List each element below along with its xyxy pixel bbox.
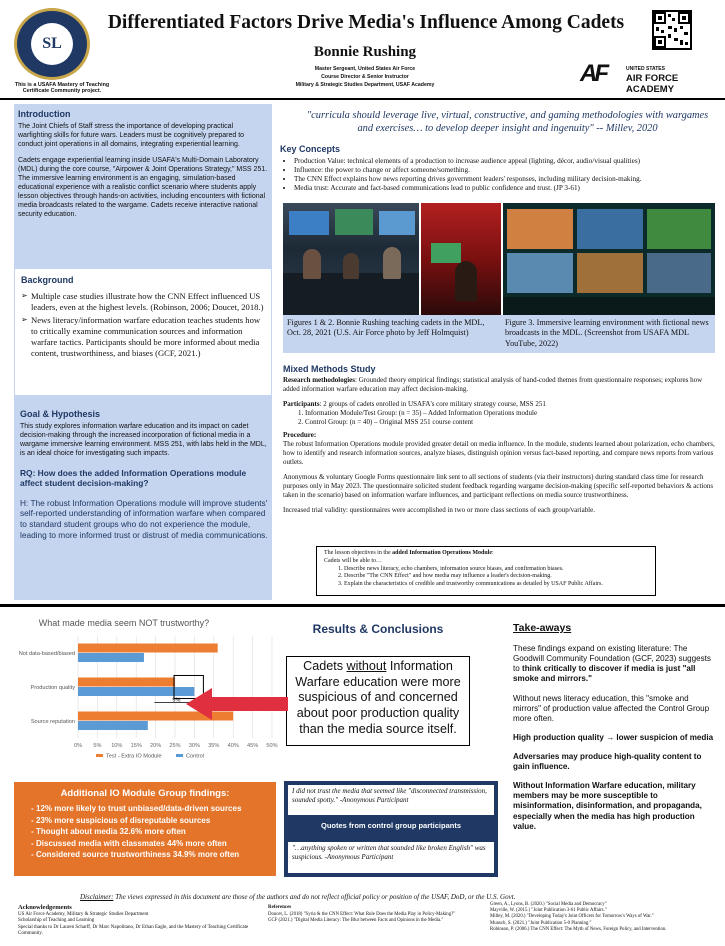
chart-category-label: Not data-based/biased — [18, 651, 75, 657]
ref-item: Milley, M. (2020.) "Developing Today's Joint Officers for Tomorrow's Ways of War." — [490, 914, 654, 920]
ack-item: Special thanks to Dr Lauren Scharff, Dr Marc Napolitano, Dr Ethan Eagle, and the Mastery of Teaching Certificate Community. — [18, 924, 249, 936]
chart-bar — [78, 687, 194, 696]
seal-letters: SL — [31, 23, 73, 65]
ref-heading: References — [268, 905, 292, 910]
objectives-lead: Cadets will be able to… — [324, 557, 382, 564]
chart-tick-label: 20% — [149, 743, 162, 749]
participants-text: : 2 groups of cadets enrolled in USAFA's core military strategy course, MSS 251 — [319, 399, 546, 408]
quote-2: "…anything spoken or written that sounded like broken English" was suspicious. -Anonymous Participant — [288, 842, 494, 873]
chart-legend-swatch — [176, 754, 183, 757]
goal-text: This study explores information warfare education and its impact on cadet decision-making through the increased incorporation of fictional media in a wargame immersive learning environment. MSS 251, with labs held in the MDL, is an ideal choice for investigating such impacts. — [20, 423, 267, 457]
objective-item: 3. Explain the characteristics of credible and trustworthy communications as detailed by USAF Public Affairs. — [344, 581, 648, 589]
concept-item: • Media trust: Accurate and fact-based communications lead to public confidence and trust. (JP 3-61) — [294, 184, 720, 193]
key-concepts-heading: Key Concepts — [280, 144, 341, 154]
io-finding: - Thought about media 32.6% more often — [36, 826, 266, 838]
takeaways-section — [513, 622, 715, 832]
io-findings-box — [14, 782, 276, 876]
group-item: 2. Control Group: (n = 40) – Original MSS 251 course content — [305, 418, 715, 427]
callout-box — [286, 656, 470, 746]
background-item: ➢ News literacy/information warfare education teaches students how to critically examine communication sources and information warfare tactics. Participants should be more informed about media content, trustworthiness, and biases (GCF, 2021.) — [31, 315, 265, 358]
photo-figure-1 — [283, 203, 419, 315]
group-item: 1. Information Module/Test Group: (n = 35) – Added Information Operations module — [305, 409, 715, 418]
results-heading: Results & Conclusions — [312, 622, 444, 636]
chart-legend-label: Test - Extra IO Module — [106, 753, 162, 760]
concept-item: • Influence: the power to change or affect someone/something. — [294, 166, 720, 175]
chart-legend-label: Control — [186, 753, 205, 760]
photo-figure-3 — [503, 203, 715, 315]
objective-item: 2. Describe "The CNN Effect" and how media may influence a leader's decision-making. — [344, 573, 648, 581]
chart-tick-label: 45% — [246, 743, 259, 749]
participants-label: Participants — [283, 399, 320, 408]
background-item: ➢ Multiple case studies illustrate how the CNN Effect influenced US leaders, even at the highest levels. (Robinson, 2006; Doucet, 2018.) — [31, 291, 265, 312]
takeaway-emphasis: think critically to discover if media is just "all smoke and mirrors." — [513, 664, 696, 684]
chart-title: What made media seem NOT trustworthy? — [38, 618, 210, 628]
chart-annotation-label: 9% — [172, 697, 181, 704]
questionnaire-text: Anonymous & voluntary Google Forms questionnaire link sent to all sections of students (via their instructors) during standard class time for research purposes only in May 2023. The questionnaire solicited student feedback regarding wargame decision-making (specific self-reported behaviors & actions taken in the scenario) based on information warfare influences, and participant reflections on media source trustworthiness. — [283, 473, 714, 500]
chart-bar — [78, 677, 175, 686]
objectives-title-bold: added Information Operations Module — [392, 550, 492, 556]
ack-item: Scholarship of Teaching and Learning — [18, 918, 95, 924]
chart-bar — [78, 653, 144, 662]
takeaway-text: These findings expand on existing literature: The Goodwill Community Foundation (GCF, 2023) suggests to — [513, 644, 711, 674]
objectives-box — [316, 546, 656, 596]
methods-section: Mixed Methods Study Research methodologies: Grounded theory empirical findings; statistical analysis of hand-coded themes from questionnaire responses; explores how added information warfare education may affect decision-making. Participants: 2 groups of cadets enrolled in USAFA's core military strategy course, MSS 251 1. Information Module/Test Group: (n = 35) – Added Information Operations module 2. Control Group: (n = 40) – Original MSS 251 course content Procedure: The robust Information Operations module provided greater detail on media influence. In the module, students learned about polarization, echo chambers, how to identify and research information sources, analyze biases, distinguish opinion versus fact-based reporting, and compare news reports from various outlets. Anonymous & voluntary Google Forms questionnaire link sent to all sections of students (via their instructors) during standard class time for research purposes only in May 2023. The questionnaire solicited student feedback regarding wargame decision-making (specific self-reported behaviors & actions taken in the scenario) based on information warfare influences, and participant reflections on media source trustworthiness. Increased trial validity: questionnaires were accomplished in two or more class sections of each group/variable. — [283, 364, 715, 515]
validity-text: Increased trial validity: questionnaires were accomplished in two or more class sections of each group/variable. — [283, 506, 595, 515]
disclaimer-label: Disclaimer: — [80, 893, 114, 901]
chart-category-label: Production quality — [30, 685, 75, 691]
methods-heading: Mixed Methods Study — [283, 364, 376, 374]
intro-heading: Introduction — [18, 109, 71, 119]
io-finding: - Discussed media with classmates 44% more often — [36, 838, 266, 850]
quote-1: I did not trust the media that seemed like "disconnected transmission, sounded spotty." -Anonymous Participant — [288, 785, 494, 815]
chart-tick-label: 30% — [188, 743, 201, 749]
ref-item: GCF (2021.) "Digital Media Literacy: The Blur between Facts and Opinions in the Media." — [268, 917, 444, 923]
chart-tick-label: 15% — [130, 743, 142, 749]
affiliation-line: Military & Strategic Studies Department, USAF Academy — [295, 82, 435, 89]
ref-item: Doucet, L. (2018) "Syria & the CNN Effect: What Role Does the Media Play in Policy-Making?" — [268, 911, 456, 917]
chart-bar — [78, 643, 218, 652]
background-heading: Background — [21, 275, 74, 285]
author-name: Bonnie Rushing — [313, 44, 417, 60]
research-question: RQ: How does the added Information Operations module affect student decision-making? — [20, 467, 247, 489]
poster-title: Differentiated Factors Drive Media's Influence Among Cadets — [107, 12, 625, 33]
af-symbol: AF — [580, 60, 606, 87]
objectives-title: The lesson objectives in the — [324, 550, 393, 556]
chart-tick-label: 40% — [227, 743, 239, 749]
intro-text: Cadets engage experiential learning inside USAFA's Multi-Domain Laboratory (MDL) during the core course, "Airpower & Joint Operations Strategy," MSS 251. The immersive learning environment is an engaging, simulation-based educational experience with a realistic conflict scenario where students apply lesson objectives through hands-on activities, including encounters with fictional media broadcasts related to the wargame. Cadets receive interactive national security education. — [18, 156, 268, 218]
qr-code[interactable] — [652, 10, 692, 50]
disclaimer — [80, 893, 720, 901]
concept-item: • Production Value: technical elements of a production to increase audience appeal (lighting, décor, audio/visual qualities) — [294, 157, 720, 166]
seal-logo — [14, 8, 90, 80]
research-label: Research methodologies — [283, 376, 355, 384]
millev-quote: "curricula should leverage live, virtual, constructive, and gaming methodologies with wargames and exercises… to develop deeper insight and ingenuity" -- Millev, 2020 — [306, 110, 709, 134]
figure-caption-3: Figure 3. Immersive learning environment with fictional news broadcasts in the MDL. (Screenshot from USAFA MDL YouTube, 2022) — [505, 318, 709, 348]
chart-tick-label: 5% — [93, 743, 102, 749]
concept-item: • The CNN Effect explains how news reporting drives government leaders' responses, including military decision-making. — [294, 175, 720, 184]
ack-heading: Acknowledgements — [18, 904, 72, 911]
io-finding: - 23% more suspicious of disreputable sources — [36, 815, 266, 827]
chart-tick-label: 25% — [169, 743, 181, 749]
ack-item: US Air Force Academy, Military & Strategic Studies Department — [18, 912, 149, 918]
callout-text: Cadets — [303, 659, 347, 673]
photo-figure-2 — [421, 203, 501, 315]
background-section — [14, 268, 272, 396]
references — [268, 905, 468, 924]
chart-legend-swatch — [96, 754, 103, 757]
section-divider — [0, 604, 725, 607]
goal-section — [20, 409, 268, 540]
takeaway-text: Without news literacy education, this "smoke and mirrors" of production value affected the Control Group more often. — [513, 693, 710, 723]
callout-text-end: Information Warfare education were more suspicious of and concerned about poor production quality than the media source itself. — [295, 659, 461, 736]
chart-tick-label: 0% — [73, 743, 83, 749]
acknowledgements — [18, 904, 258, 937]
ref-item: Mayville, W. (2015.) "Joint Publication 3-61 Public Affairs." — [490, 908, 607, 914]
ref-item: Green, A., Lyons, B. (2020.) "Social Media and Democracy" — [490, 902, 607, 907]
quotes-label: Quotes from control group participants — [320, 821, 461, 830]
io-finding: - 12% more likely to trust unbiased/data-driven sources — [36, 803, 266, 815]
disclaimer-text: The views expressed in this document are those of the authors and do not reflect official policy or position of the USAF, DoD, or the U.S. Govt. — [113, 893, 516, 901]
chart-tick-label: 10% — [111, 743, 123, 749]
seal-caption: This is a USAFA Mastery of Teaching Certificate Community project. — [14, 82, 110, 95]
ref-item: Munsch, S. (2021.) "Joint Publication 5-0 Planning." — [490, 920, 592, 926]
callout-arrow — [186, 688, 288, 720]
academy-name: AIR FORCE ACADEMY — [626, 73, 679, 95]
intro-text: The Joint Chiefs of Staff stress the importance of developing practical warfighting skills for future wars. Leaders must be cognitively prepared to conduct joint operations in all domains, integrating experiential learning. — [18, 123, 245, 148]
ref-item: Robinson, P. (2006.) The CNN Effect: The Myth of News, Foreign Policy, and Intervention. — [490, 926, 667, 932]
academy-logo — [580, 60, 720, 95]
takeaway-bold: Without Information Warfare education, military members may be more susceptible to misinformation, disinformation, and propaganda, especially when the media has high production value. — [513, 781, 702, 831]
takeaways-heading: Take-aways — [513, 622, 572, 634]
chart-bar — [78, 721, 148, 730]
research-text: : Grounded theory empirical findings; statistical analysis of hand-coded themes from questionnaire responses; explores how added information warfare education may affect decision-making. — [283, 376, 703, 393]
hypothesis: H: The robust Information Operations module will improve students' self-reported understanding of information warfare when compared to standard student groups who do not experience the module, leading to more informed trust or distrust of media communications. — [20, 497, 268, 540]
academy-name-small: UNITED STATES — [626, 66, 665, 72]
callout-emphasis: without — [346, 659, 387, 673]
chart-tick-label: 50% — [266, 743, 278, 749]
takeaway-bold: High production quality → lower suspicion of media — [513, 732, 714, 742]
references-right — [490, 902, 720, 933]
figure-caption-1: Figures 1 & 2. Bonnie Rushing teaching cadets in the MDL, Oct. 28, 2021 (U.S. Air Force photo by Jeff Holmquist) — [287, 318, 485, 338]
intro-section — [18, 109, 268, 220]
io-finding: - Considered source trustworthiness 34.9% more often — [36, 849, 266, 861]
takeaway-bold: Adversaries may produce high-quality content to gain influence. — [513, 752, 702, 772]
key-concepts — [280, 144, 720, 193]
objective-item: 1. Describe news literacy, echo chambers, information source biases, and confirmation biases. — [344, 566, 648, 574]
chart-tick-label: 35% — [208, 743, 220, 749]
affiliation-line: Course Director & Senior Instructor — [321, 74, 409, 81]
goal-heading: Goal & Hypothesis — [20, 409, 101, 419]
procedure-label: Procedure — [283, 431, 314, 440]
affiliation — [240, 65, 490, 89]
io-findings-heading: Additional IO Module Group findings: — [60, 788, 230, 799]
procedure-text: The robust Information Operations module provided greater detail on media influence. In the module, students learned about polarization, echo chambers, how to identify and research information sources, analyze biases, distinguish opinion versus fact-based reporting, and compare news reports from various outlets. — [283, 440, 715, 467]
chart-category-label: Source reputation — [30, 719, 75, 725]
objectives-title-end: : — [492, 550, 494, 556]
affiliation-line: Master Sergeant, United States Air Force — [314, 66, 416, 72]
